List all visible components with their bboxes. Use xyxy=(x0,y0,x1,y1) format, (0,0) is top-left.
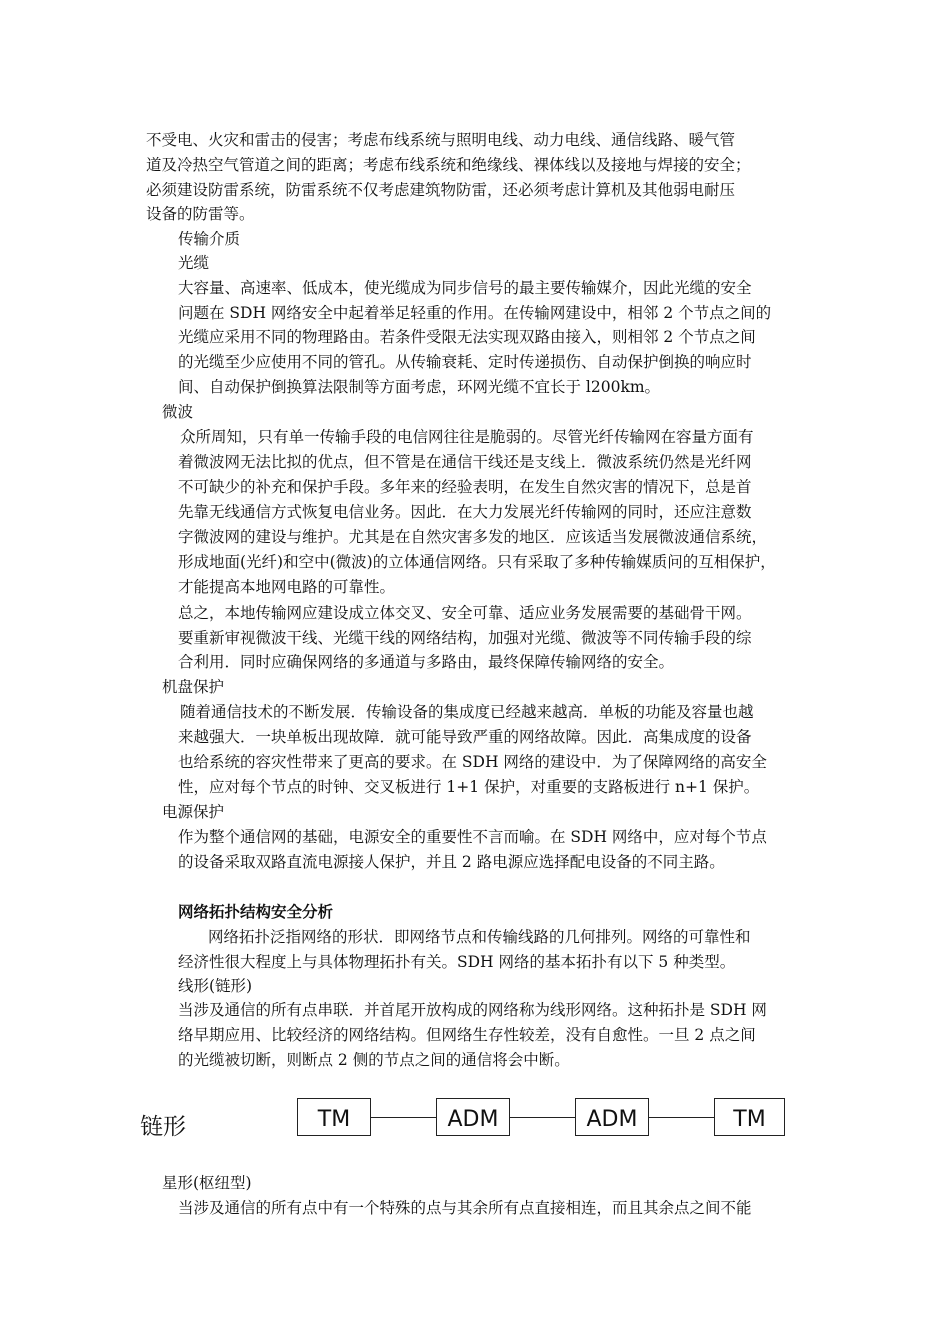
heading-linear: 线形(链形) xyxy=(178,977,253,995)
text-line: 性，应对每个节点的时钟、交叉板进行 1+1 保护，对重要的支路板进行 n+1 保护。 xyxy=(178,778,760,796)
heading-fiber: 光缆 xyxy=(178,254,210,272)
heading-power-protection: 电源保护 xyxy=(162,803,225,821)
text-line: 形成地面(光纤)和空中(微波)的立体通信网络。只有采取了多种传输媒质问的互相保护， xyxy=(178,553,776,571)
text-line: 间、自动保护倒换算法限制等方面考虑，环网光缆不宜长于 l200km。 xyxy=(178,378,661,396)
text-line: 光缆应采用不同的物理路由。若条件受限无法实现双路由接入，则相邻 2 个节点之间 xyxy=(178,328,756,346)
text-line: 来越强大．一块单板出现故障．就可能导致严重的网络故障。因此．高集成度的设备 xyxy=(178,728,752,746)
text-line: 的光缆被切断，则断点 2 侧的节点之间的通信将会中断。 xyxy=(178,1051,570,1069)
text-line: 合利用．同时应确保网络的多通道与多路由，最终保障传输网络的安全。 xyxy=(178,653,675,671)
heading-star: 星形(枢纽型) xyxy=(162,1174,252,1192)
section-heading-topology: 网络拓扑结构安全分析 xyxy=(178,902,334,921)
heading-microwave: 微波 xyxy=(162,403,194,421)
text-line: 总之，本地传输网应建设成立体交叉、安全可靠、适应业务发展需要的基础骨干网。 xyxy=(178,604,752,622)
text-line: 当涉及通信的所有点中有一个特殊的点与其余所有点直接相连，而且其余点之间不能 xyxy=(178,1199,752,1217)
diagram-link xyxy=(649,1117,714,1118)
diagram-node-tm: TM xyxy=(714,1098,785,1136)
text-line: 着微波网无法比拟的优点，但不管是在通信干线还是支线上．微波系统仍然是光纤网 xyxy=(178,453,752,471)
text-line: 作为整个通信网的基础，电源安全的重要性不言而喻。在 SDH 网络中，应对每个节点 xyxy=(178,828,767,846)
text-line: 众所周知，只有单一传输手段的电信网往往是脆弱的。尽管光纤传输网在容量方面有 xyxy=(180,428,754,446)
text-line: 必须建设防雷系统，防雷系统不仅考虑建筑物防雷，还必须考虑计算机及其他弱电耐压 xyxy=(146,181,736,199)
diagram-node-adm: ADM xyxy=(436,1098,510,1136)
heading-transmission-medium: 传输介质 xyxy=(178,230,241,248)
text-line: 要重新审视微波干线、光缆干线的网络结构，加强对光缆、微波等不同传输手段的综 xyxy=(178,629,752,647)
text-line: 才能提高本地网电路的可靠性。 xyxy=(178,578,396,596)
text-line: 网络拓扑泛指网络的形状．即网络节点和传输线路的几何排列。网络的可靠性和 xyxy=(208,928,751,946)
text-line: 大容量、高速率、低成本，使光缆成为同步信号的最主要传输媒介，因此光缆的安全 xyxy=(178,279,752,297)
text-line: 道及冷热空气管道之间的距离；考虑布线系统和绝缘线、裸体线以及接地与焊接的安全； xyxy=(146,156,751,174)
text-line: 当涉及通信的所有点串联．并首尾开放构成的网络称为线形网络。这种拓扑是 SDH 网 xyxy=(178,1001,767,1019)
diagram-label-chain: 链形 xyxy=(140,1114,186,1140)
text-line: 络早期应用、比较经济的网络结构。但网络生存性较差，没有自愈性。一旦 2 点之间 xyxy=(178,1026,756,1044)
text-line: 的光缆至少应使用不同的管孔。从传输衰耗、定时传递损伤、自动保护倒换的响应时 xyxy=(178,353,752,371)
text-line: 先靠无线通信方式恢复电信业务。因此．在大力发展光纤传输网的同时，还应注意数 xyxy=(178,503,752,521)
text-line: 的设备采取双路直流电源接人保护，并且 2 路电源应选择配电设备的不同主路。 xyxy=(178,853,725,871)
text-line: 不可缺少的补充和保护手段。多年来的经验表明，在发生自然灾害的情况下，总是首 xyxy=(178,478,752,496)
text-line: 设备的防雷等。 xyxy=(146,205,255,223)
text-line: 字微波网的建设与维护。尤其是在自然灾害多发的地区．应该适当发展微波通信系统， xyxy=(178,528,768,546)
heading-board-protection: 机盘保护 xyxy=(162,678,225,696)
text-line: 不受电、火灾和雷击的侵害；考虑布线系统与照明电线、动力电线、通信线路、暖气管 xyxy=(146,131,736,149)
diagram-node-adm: ADM xyxy=(575,1098,649,1136)
text-line: 也给系统的容灾性带来了更高的要求。在 SDH 网络的建设中．为了保障网络的高安全 xyxy=(178,753,767,771)
diagram-link xyxy=(510,1117,575,1118)
diagram-node-tm: TM xyxy=(297,1098,371,1136)
text-line: 随着通信技术的不断发展．传输设备的集成度已经越来越高．单板的功能及容量也越 xyxy=(180,703,754,721)
text-line: 经济性很大程度上与具体物理拓扑有关。SDH 网络的基本拓扑有以下 5 种类型。 xyxy=(178,953,736,971)
diagram-link xyxy=(371,1117,436,1118)
text-line: 问题在 SDH 网络安全中起着举足轻重的作用。在传输网建设中，相邻 2 个节点之间的 xyxy=(178,304,772,322)
